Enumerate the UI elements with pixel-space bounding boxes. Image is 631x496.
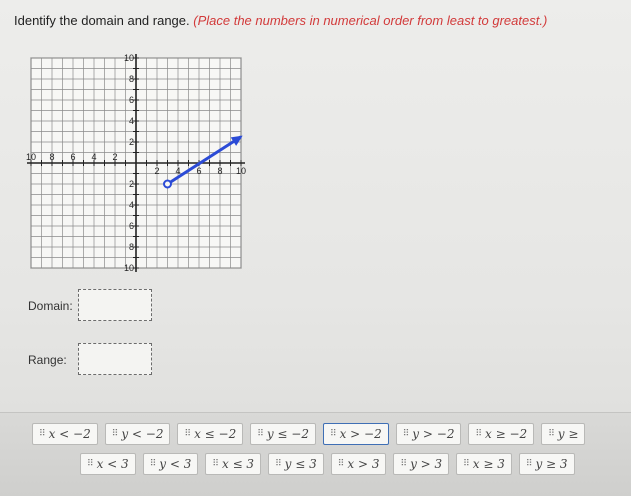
tile-text: y ≤ 3 — [284, 457, 317, 471]
x-axis-tick-label: 2 — [112, 152, 118, 162]
range-label: Range: — [28, 353, 67, 367]
tile-row-1 — [32, 423, 585, 445]
domain-drop-box[interactable] — [78, 289, 152, 321]
drag-handle-icon: ⠿ — [111, 429, 118, 439]
drag-handle-icon: ⠿ — [212, 459, 218, 469]
y-axis-tick-label: 2 — [128, 179, 134, 189]
drag-handle-icon: ⠿ — [87, 459, 93, 469]
tile-text: x ≥ −2 — [485, 427, 528, 441]
range-drop-box[interactable] — [78, 343, 152, 375]
answer-tile[interactable] — [143, 453, 199, 475]
drag-handle-icon: ⠿ — [39, 429, 45, 439]
answer-tile[interactable] — [331, 453, 387, 475]
answer-tile[interactable] — [541, 423, 585, 445]
tile-text: x > 3 — [347, 457, 380, 471]
answer-tile[interactable] — [177, 423, 243, 445]
y-axis-tick-label: 10 — [123, 263, 134, 273]
tile-row-2 — [80, 453, 575, 475]
drag-handle-icon: ⠿ — [337, 459, 344, 469]
tile-text: y < −2 — [121, 427, 164, 441]
drag-handle-icon: ⠿ — [525, 459, 532, 469]
answer-tile[interactable] — [519, 453, 575, 475]
x-axis-tick-label: 4 — [175, 166, 181, 176]
answer-tile[interactable] — [393, 453, 449, 475]
drag-handle-icon: ⠿ — [548, 429, 554, 439]
y-axis-tick-label: 4 — [128, 116, 134, 126]
answer-tile[interactable] — [105, 423, 171, 445]
domain-label: Domain: — [28, 299, 73, 313]
coordinate-graph — [25, 40, 255, 275]
x-axis-tick-label: 6 — [196, 166, 202, 176]
drag-handle-icon: ⠿ — [257, 429, 263, 439]
tile-text: x ≤ 3 — [221, 457, 255, 471]
tile-text: y < 3 — [159, 457, 192, 471]
drag-handle-icon: ⠿ — [475, 429, 482, 439]
instructions-hint: (Place the numbers in numerical order from least to greatest.) — [193, 13, 548, 28]
tile-text: x > −2 — [339, 427, 382, 441]
y-axis-tick-label: 8 — [128, 242, 134, 252]
x-axis-tick-label: 8 — [49, 152, 55, 162]
instructions — [14, 13, 547, 28]
drag-handle-icon: ⠿ — [184, 429, 191, 439]
answer-tile[interactable] — [456, 453, 512, 475]
instructions-main: Identify the domain and range. — [14, 13, 190, 28]
tile-text: y ≤ −2 — [266, 427, 309, 441]
tile-text: y > −2 — [412, 427, 455, 441]
answer-tile[interactable] — [80, 453, 136, 475]
answer-tile[interactable] — [468, 423, 534, 445]
y-axis-tick-label: 8 — [128, 74, 134, 84]
tile-text: x ≥ 3 — [472, 457, 505, 471]
answer-tile-bank — [0, 412, 631, 496]
y-axis-tick-label: 10 — [123, 53, 134, 63]
drag-handle-icon: ⠿ — [149, 459, 156, 469]
tile-text: y ≥ 3 — [535, 457, 568, 471]
x-axis-tick-label: 6 — [70, 152, 76, 162]
drag-handle-icon: ⠿ — [463, 459, 469, 469]
x-axis-tick-label: 8 — [217, 166, 223, 176]
answer-tile[interactable] — [32, 423, 98, 445]
tile-text: y > 3 — [410, 457, 443, 471]
tile-text: x ≤ −2 — [194, 427, 237, 441]
answer-tile[interactable] — [268, 453, 324, 475]
graph-svg — [25, 40, 255, 275]
answer-tile[interactable] — [396, 423, 462, 445]
x-axis-tick-label: 2 — [154, 166, 160, 176]
x-axis-tick-label: 4 — [91, 152, 97, 162]
tile-text: x < −2 — [48, 427, 91, 441]
y-axis-tick-label: 4 — [128, 200, 134, 210]
tile-text: y ≥ — [557, 427, 579, 441]
open-endpoint — [164, 181, 171, 188]
y-axis-tick-label: 6 — [128, 95, 134, 105]
answer-tile[interactable] — [205, 453, 261, 475]
drag-handle-icon: ⠿ — [275, 459, 281, 469]
y-axis-tick-label: 6 — [128, 221, 134, 231]
x-axis-tick-label: 10 — [235, 166, 247, 176]
y-axis-tick-label: 2 — [128, 137, 134, 147]
x-axis-tick-label: 10 — [25, 152, 37, 162]
answer-tile[interactable] — [323, 423, 389, 445]
tile-text: x < 3 — [96, 457, 129, 471]
answer-tile[interactable] — [250, 423, 316, 445]
drag-handle-icon: ⠿ — [329, 429, 336, 439]
drag-handle-icon: ⠿ — [402, 429, 409, 439]
drag-handle-icon: ⠿ — [400, 459, 407, 469]
